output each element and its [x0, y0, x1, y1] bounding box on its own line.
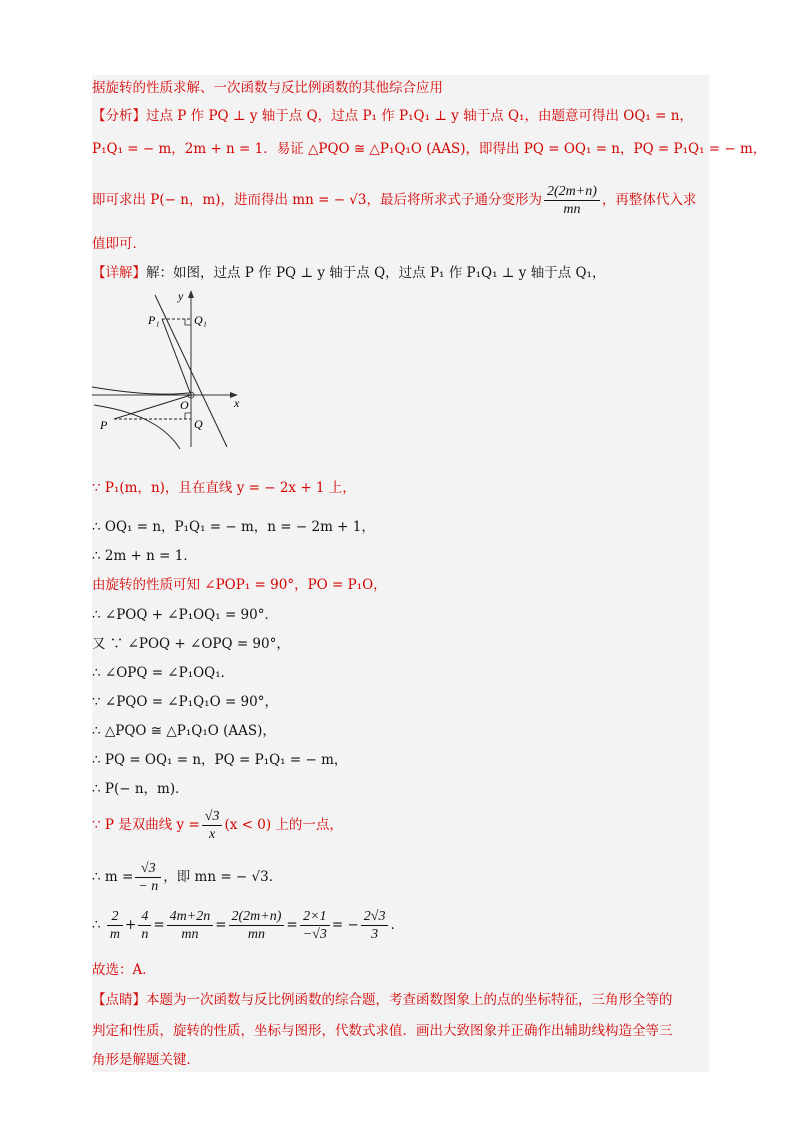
- step-8: ∵ ∠PQO = ∠P₁Q₁O = 90°，: [92, 694, 278, 710]
- therefore-symbol: ∴: [92, 917, 101, 933]
- step-14: ∴ $\frac{2}{m}$ + $\frac{4}{n}$ = $\frac{4m+2n}{mn}$ = $\frac{2(2m+n)}{mn}$ = $\frac{2\times 1}{-√3}$ = − $\frac{2√3}{3}$ .: [92, 909, 395, 942]
- segment-op1: [162, 319, 191, 395]
- analysis-text: 过点 P 作 PQ ⊥ y 轴于点 Q，过点 P₁ 作 P₁Q₁ ⊥ y 轴于点 Q₁，由题意可得出 OQ₁ = n，: [146, 108, 693, 124]
- step-12: [92, 808, 343, 843]
- fraction-numerator: √3: [202, 808, 223, 826]
- fraction-denominator: x: [209, 827, 216, 842]
- fraction-numerator: 2: [107, 908, 123, 926]
- step-13-fraction: [135, 860, 161, 895]
- step-4: 由旋转的性质可知 ∠POP₁ = 90°，PO = P₁O，: [92, 577, 387, 593]
- fraction-numerator: 2(2m+n): [544, 183, 600, 201]
- analysis-line-4: 值即可．: [92, 236, 146, 252]
- fraction-denominator: mn: [247, 927, 266, 942]
- step-13-pre: ∴ m =: [92, 869, 134, 885]
- solution-heading: [92, 263, 605, 283]
- coordinate-figure: [92, 287, 252, 452]
- label-p: P: [100, 418, 108, 432]
- label-q1: Q₁: [194, 313, 207, 327]
- step-3: ∴ 2m + n = 1．: [92, 548, 197, 564]
- fraction-denominator: n: [141, 927, 149, 942]
- step-13: [92, 860, 282, 895]
- label-y: y: [178, 289, 184, 303]
- step-13-post: ，即 mn = − √3．: [163, 869, 283, 885]
- analysis-line-3-pre: 即可求出 P(− n，m)，进而得出 mn = − √3，最后将所求式子通分变形为: [92, 192, 542, 208]
- analysis-tag: 【分析】: [92, 108, 146, 124]
- fraction-numerator: 4m+2n: [167, 908, 214, 926]
- right-angle-q: [185, 413, 191, 419]
- comment-line-3: 角形是解题关键．: [92, 1052, 200, 1068]
- frac-result: [361, 908, 389, 943]
- step-9: ∴ △PQO ≅ △P₁Q₁O (AAS)，: [92, 723, 276, 739]
- comment-line-1: [92, 990, 673, 1010]
- step-12-pre: ∵ P 是双曲线 y =: [92, 817, 200, 833]
- step-11: ∴ P(− n，m)．: [92, 781, 189, 797]
- frac-combined: [167, 908, 214, 943]
- analysis-fraction: [544, 183, 600, 218]
- comment-text: 本题为一次函数与反比例函数的综合题，考查函数图象上的点的坐标特征，三角形全等的: [146, 992, 673, 1008]
- topic-line: 据旋转的性质求解、一次函数与反比例函数的其他综合应用: [92, 80, 443, 96]
- step-6: 又 ∵ ∠POQ + ∠OPQ = 90°，: [92, 636, 290, 652]
- analysis-line-3-post: ，再整体代入求: [601, 192, 697, 208]
- right-angle-q1: [185, 319, 191, 325]
- fraction-denominator: 3: [371, 927, 379, 942]
- frac-2-over-m: [107, 908, 123, 943]
- label-x: x: [234, 396, 240, 410]
- fraction-numerator: 4: [138, 908, 151, 926]
- frac-substituted: [300, 908, 330, 943]
- upper-curve: [92, 387, 188, 394]
- step-12-post: (x < 0) 上的一点，: [224, 817, 343, 833]
- label-q: Q: [194, 417, 203, 431]
- step-10: ∴ PQ = OQ₁ = n，PQ = P₁Q₁ = − m，: [92, 752, 348, 768]
- analysis-line-3: [92, 183, 696, 218]
- label-o: O: [180, 398, 189, 412]
- fraction-denominator: − n: [138, 879, 159, 894]
- step-7: ∴ ∠OPQ = ∠P₁OQ₁．: [92, 665, 235, 681]
- frac-factored: [229, 908, 285, 943]
- analysis-line-2: P₁Q₁ = − m，2m + n = 1．易证 △PQO ≅ △P₁Q₁O (AAS)，即得出 PQ = OQ₁ = n，PQ = P₁Q₁ = − m，: [92, 141, 767, 157]
- solution-intro: 解：如图，过点 P 作 PQ ⊥ y 轴于点 Q，过点 P₁ 作 P₁Q₁ ⊥ y 轴于点 Q₁，: [146, 265, 606, 281]
- fraction-denominator: mn: [563, 202, 581, 217]
- fraction-denominator: mn: [181, 927, 199, 942]
- analysis-line-1: [92, 106, 693, 126]
- fraction-numerator: 2(2m+n): [229, 908, 285, 926]
- step-2: ∴ OQ₁ = n，P₁Q₁ = − m，n = − 2m + 1，: [92, 519, 375, 535]
- fraction-numerator: √3: [135, 860, 161, 878]
- fraction-denominator: m: [109, 927, 121, 942]
- label-p1: P₁: [148, 313, 160, 327]
- step-5: ∴ ∠POQ + ∠P₁OQ₁ = 90°．: [92, 607, 278, 623]
- fraction-numerator: 2√3: [361, 908, 389, 926]
- fraction-denominator: −√3: [302, 927, 327, 942]
- answer-line: 故选：A．: [92, 962, 156, 978]
- comment-tag: 【点睛】: [92, 992, 146, 1008]
- step-1: ∵ P₁(m，n)，且在直线 y = − 2x + 1 上，: [92, 480, 356, 496]
- fraction-numerator: 2×1: [300, 908, 330, 926]
- y-axis-arrow: [188, 290, 194, 298]
- comment-line-2: 判定和性质，旋转的性质，坐标与图形，代数式求值．画出大致图象并正确作出辅助线构造全等三: [92, 1023, 673, 1039]
- step-12-fraction: [202, 808, 223, 843]
- solution-tag: 【详解】: [92, 265, 146, 281]
- frac-4-over-n: [138, 908, 151, 943]
